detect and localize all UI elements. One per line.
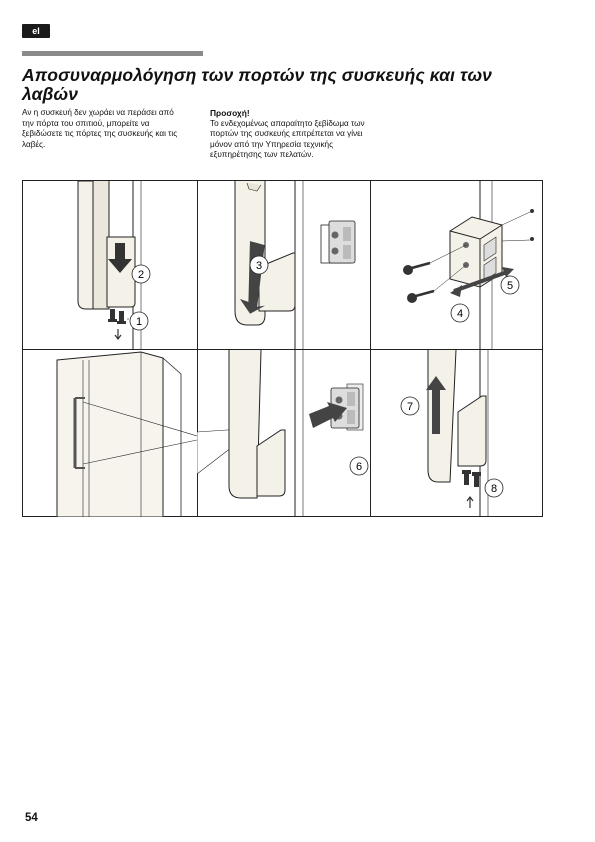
door-strip [78, 181, 109, 309]
panel-insert-bracket [197, 350, 370, 517]
door-bracket [458, 396, 486, 466]
screw-icon [462, 470, 481, 508]
disassembly-figure [22, 180, 543, 517]
step-8-marker [485, 479, 503, 497]
step-7-label: 7 [406, 401, 414, 413]
page-number: 54 [25, 812, 38, 824]
step-4-marker [451, 304, 469, 322]
warning-heading: Προσοχή! [210, 108, 250, 118]
step-7-marker [401, 397, 419, 415]
warning-text: Το ενδεχομένως απαραίτητο ξεβίδωμα των πορτών της συσκευής επιτρέπεται να γίνει μόνον από την Υπηρεσία τεχνικής εξυπηρέτησης των πελατών. [210, 118, 365, 160]
step-4-label: 4 [456, 308, 464, 320]
step-2-label: 2 [137, 269, 145, 281]
panel-remove-screws [23, 181, 197, 349]
panel-handle-overview [23, 350, 197, 517]
section-title: Αποσυναρμολόγηση των πορτών της συσκευής και των λαβών [22, 65, 492, 104]
step-3-label: 3 [255, 260, 263, 272]
step-3-marker [250, 256, 268, 274]
panel-reattach-door [370, 350, 542, 517]
step-1-marker [127, 312, 148, 330]
door-strip [229, 350, 261, 498]
step-1-label: 1 [135, 316, 143, 328]
door-bracket [257, 430, 285, 496]
step-6-marker [350, 457, 368, 475]
step-6-label: 6 [355, 461, 363, 473]
step-5-marker [501, 276, 519, 294]
intro-paragraph: Αν η συσκευή δεν χωράει να περάσει από την πόρτα του σπιτιού, μπορείτε να ξεβιδώσετε τις πόρτες της συσκευής και τις λαβές. [22, 108, 178, 149]
panel-lower-door [197, 181, 370, 349]
bracket-icon [321, 221, 355, 263]
step-5-label: 5 [506, 280, 514, 292]
header-rule [22, 51, 203, 56]
language-badge: el [22, 24, 50, 38]
screw-icon [108, 309, 126, 339]
step-2-marker [132, 265, 150, 283]
panel-remove-bracket [370, 181, 542, 349]
step-8-label: 8 [490, 483, 498, 495]
warning-box [210, 108, 380, 161]
